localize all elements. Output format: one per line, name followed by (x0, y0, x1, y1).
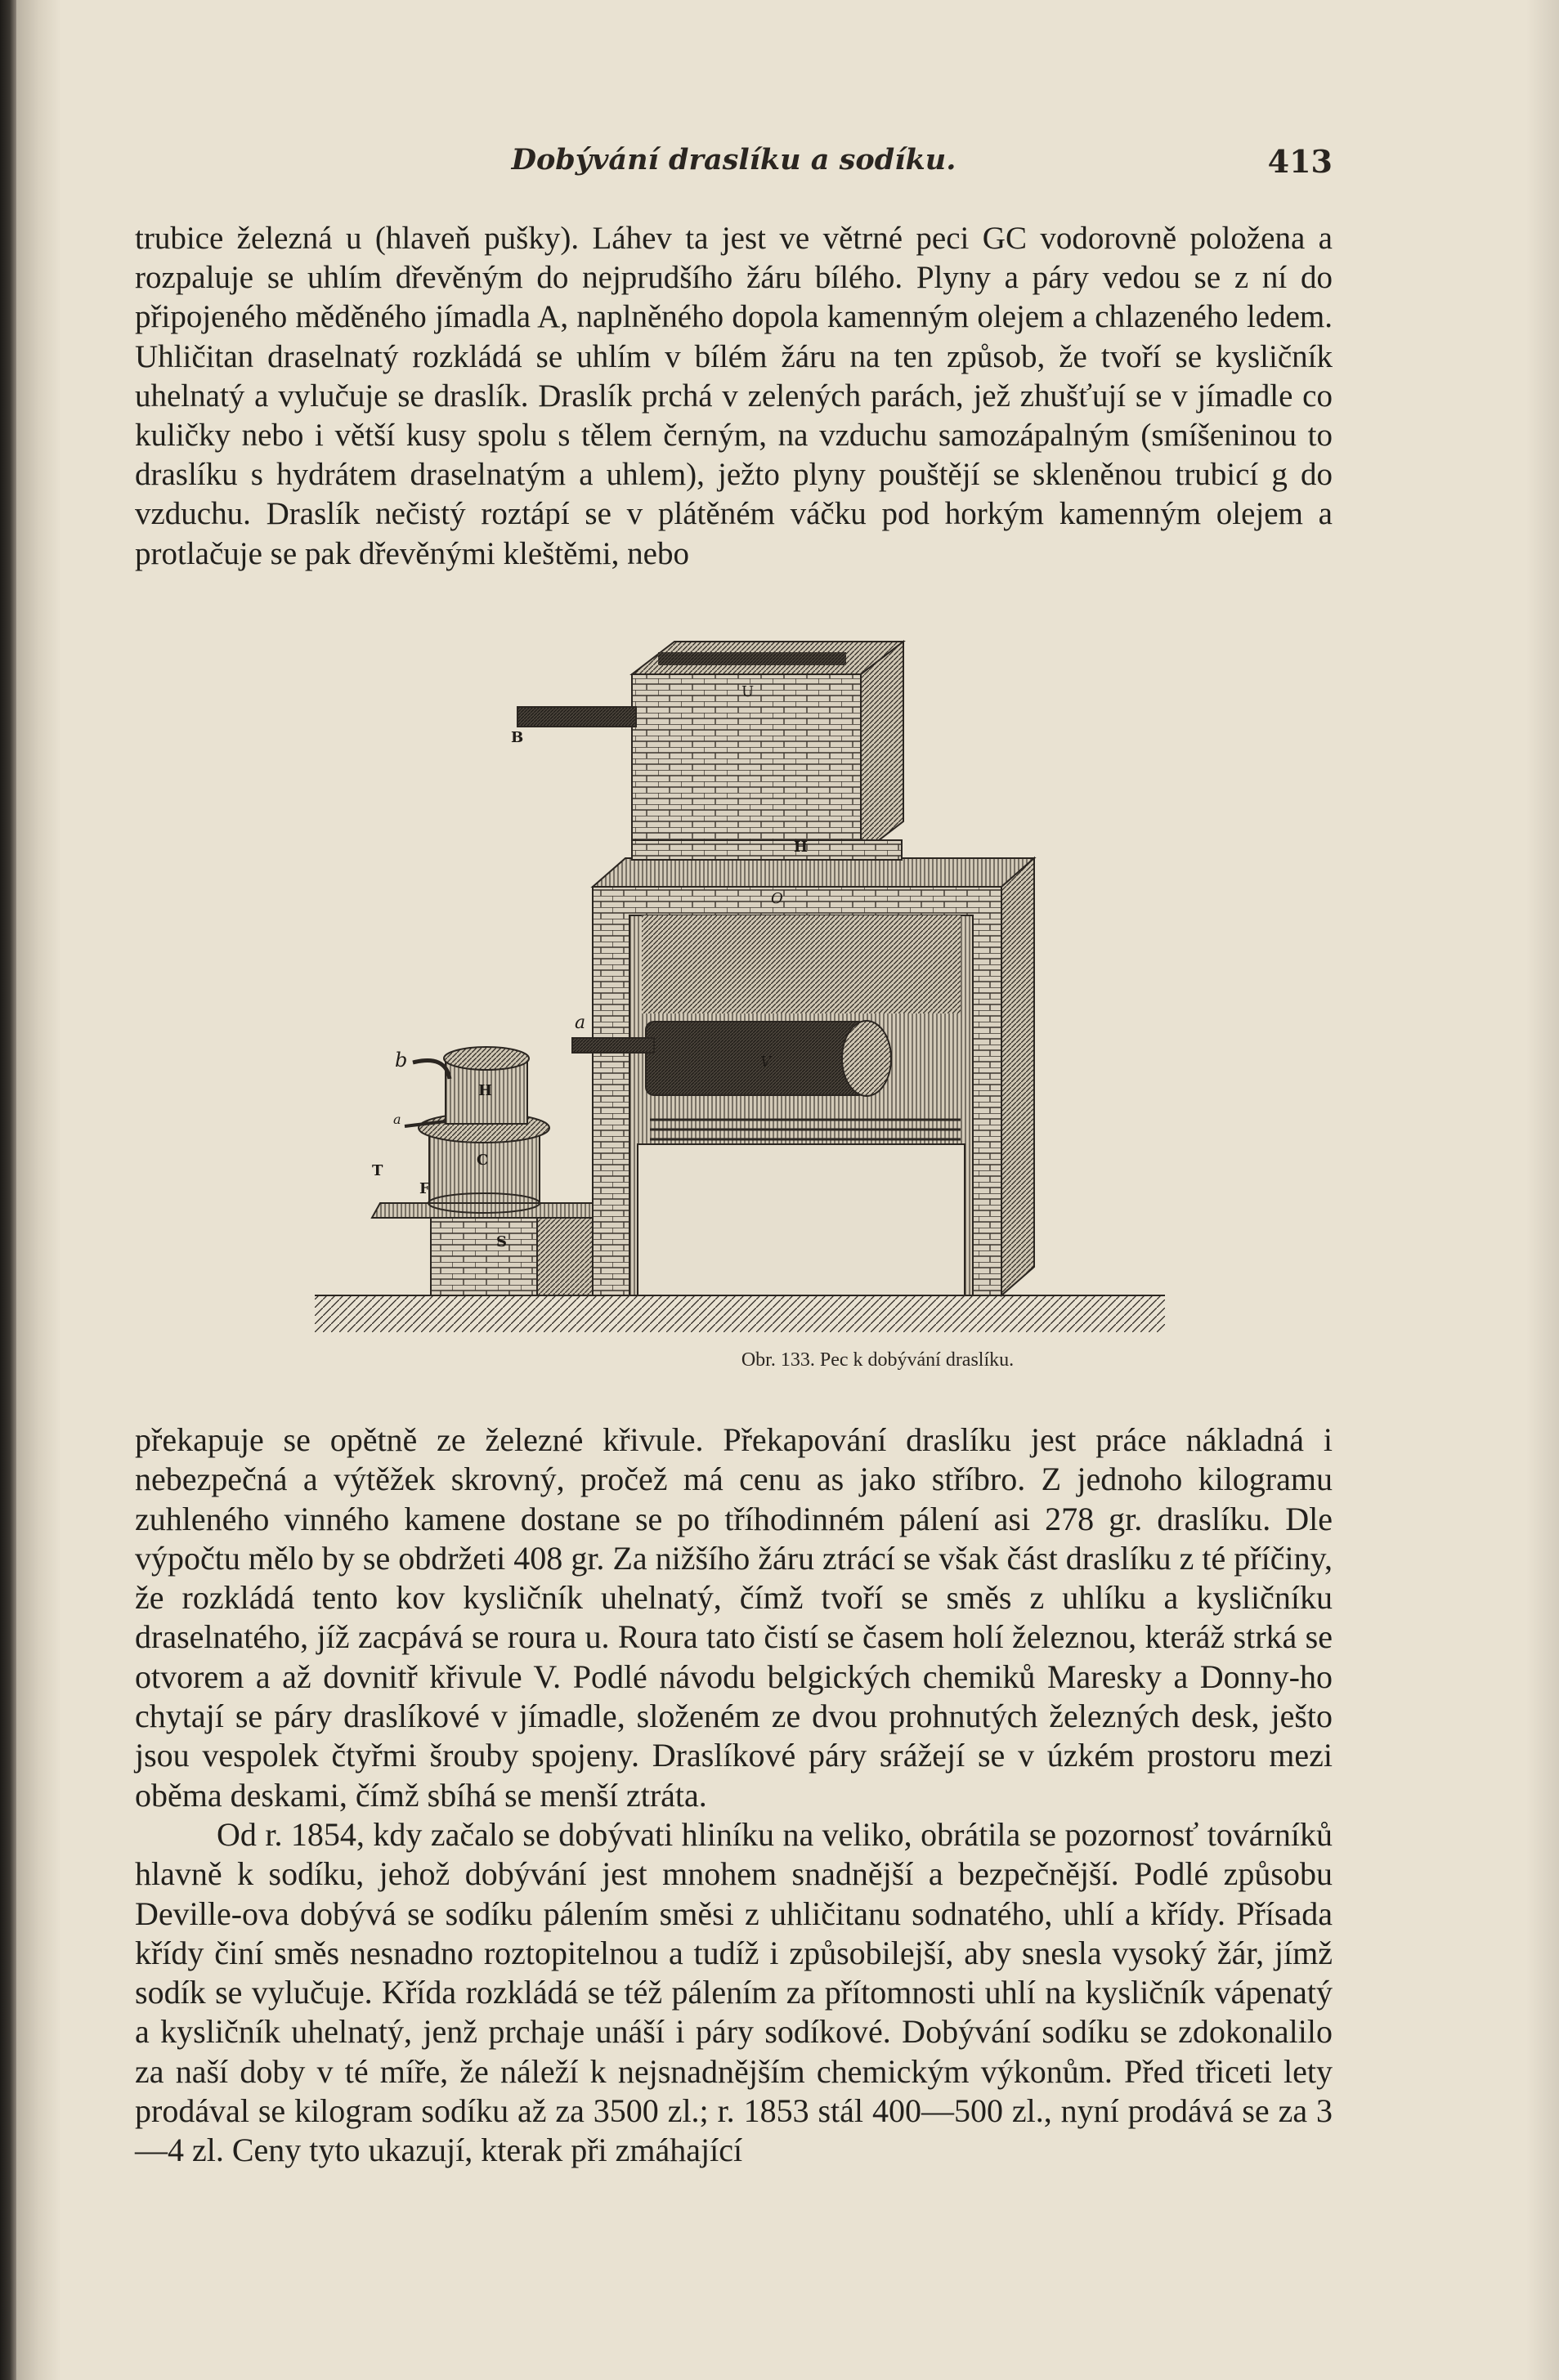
label-b: B (511, 729, 524, 746)
label-s: S (496, 1233, 507, 1250)
label-f: F (419, 1180, 430, 1197)
retort-cylinder (646, 1022, 867, 1095)
figure-caption-text: Obr. 133. Pec k dobývání draslíku. (741, 1349, 1015, 1371)
label-v: V (760, 1054, 771, 1071)
furnace-engraving (315, 621, 1320, 1340)
page-edge-shade (1526, 0, 1559, 2380)
figure-caption (0, 1349, 1559, 1371)
label-t: T (372, 1162, 383, 1179)
running-title: Dobývání draslíku a sodíku. (511, 143, 956, 177)
label-c: C (477, 1152, 489, 1169)
label-h-top: H (794, 839, 809, 856)
paragraph-top (135, 219, 1333, 574)
label-b-tube: b (395, 1049, 408, 1071)
page-number: 413 (1267, 143, 1333, 180)
brick-chimney (632, 674, 861, 854)
label-a: a (575, 1013, 586, 1033)
label-a-small: a (393, 1112, 401, 1127)
book-binding-shadow (0, 0, 16, 2380)
label-h: H (478, 1082, 493, 1099)
paragraph-sodium: Od r. 1854, kdy začalo se dobývati hliníku na veliko, obrátila se pozornosť továrníků hlavně k sodíku, jehož dobývání jest mnohem snadnější a bezpečnější. Podlé způsobu Deville-ova dobývá se sodíku pálením směsi z uhličitanu sodnatého, uhlí a křídy. Přísada křídy činí směs nesnadno roztopitelnou a tudíž i způsobilejší, aby snesla vysoký žár, jímž sodík se vylučuje. Křída rozkládá se též pálením za přítomnosti uhlí na kysličník vápenatý a kysličník uhelnatý, jenž prchaje unáší i páry sodíkové. Dobývání sodíku se zdokonalilo za naší doby v té míře, že náleží k nejsnadnějším chemickým výkonům. Před třiceti lety prodával se kilogram sodíku až za 3500 zl.; r. 1853 stál 400—500 zl., nyní prodává se za 3—4 zl. Ceny tyto ukazují, kterak při zmáhající (135, 1815, 1333, 2169)
ground-hatching (315, 1295, 1165, 1332)
label-u: U (741, 683, 755, 700)
brick-pedestal (431, 1216, 537, 1295)
pipe-b (517, 707, 636, 727)
paragraph-continuation: překapuje se opětně ze železné křivule. Překapování draslíku jest práce nákladná i nebezpečná a výtěžek skrovný, pročež má cenu as jako stříbro. Z jednoho kilogramu zuhleného vinného kamene dostane se po tříhodinném pálení asi 278 gr. draslíku. Dle výpočtu mělo by se obdržeti 408 gr. Za nižšího žáru ztrácí se však část draslíku z té příčiny, že rozkládá tento kov kysličník uhelnatý, čímž tvoří se směs z uhlíku a kysličníku draselnatého, jíž zacpává se roura u. Roura tato čistí se časem holí železnou, kteráž strká se otvorem a až dovnitř křivule V. Podlé návodu belgických chemiků Maresky a Donny-ho chytají se páry draslíkové v jímadle, složeném ze dvou prohnutých železných desk, ješto jsou vespolek čtyřmi šrouby spojeny. Draslíkové páry srážejí se v úzkém prostoru mezi oběma deskami, čímž sbíhá se menší ztráta. (135, 1421, 1333, 1814)
paragraphs-bottom (135, 1420, 1333, 2171)
paragraph-top-text: trubice železná u (hlaveň pušky). Láhev ta jest ve větrné peci GC vodorovně položena a rozpaluje se uhlím dřevěným do nejprudšího žáru bílého. Plyny a páry vedou se z ní do připojeného měděného jímadla A, naplněného dopola kamenným olejem a chlazeného ledem. Uhličitan draselnatý rozkládá se uhlím v bílém žáru na ten způsob, že tvoří se kysličník uhelnatý a vylučuje se draslík. Draslík prchá v zelených parách, jež zhušťují se v jímadle co kuličky nebo i větší kusy spolu s tělem černým, na vzduchu samozápalným (smíšeninou to draslíku s hydrátem draselnatým a uhlem), ježto plyny pouštějí se skleněnou trubicí g do vzduchu. Draslík nečistý roztápí se v plátěném váčku pod horkým kamenným olejem a protlačuje se pak dřevěnými kleštěmi, nebo (135, 221, 1333, 571)
table-slab (372, 1203, 593, 1218)
label-o: O (771, 890, 783, 907)
furnace-illustration (315, 621, 1320, 1340)
page-gutter (16, 0, 61, 2380)
page-header (135, 143, 1333, 192)
